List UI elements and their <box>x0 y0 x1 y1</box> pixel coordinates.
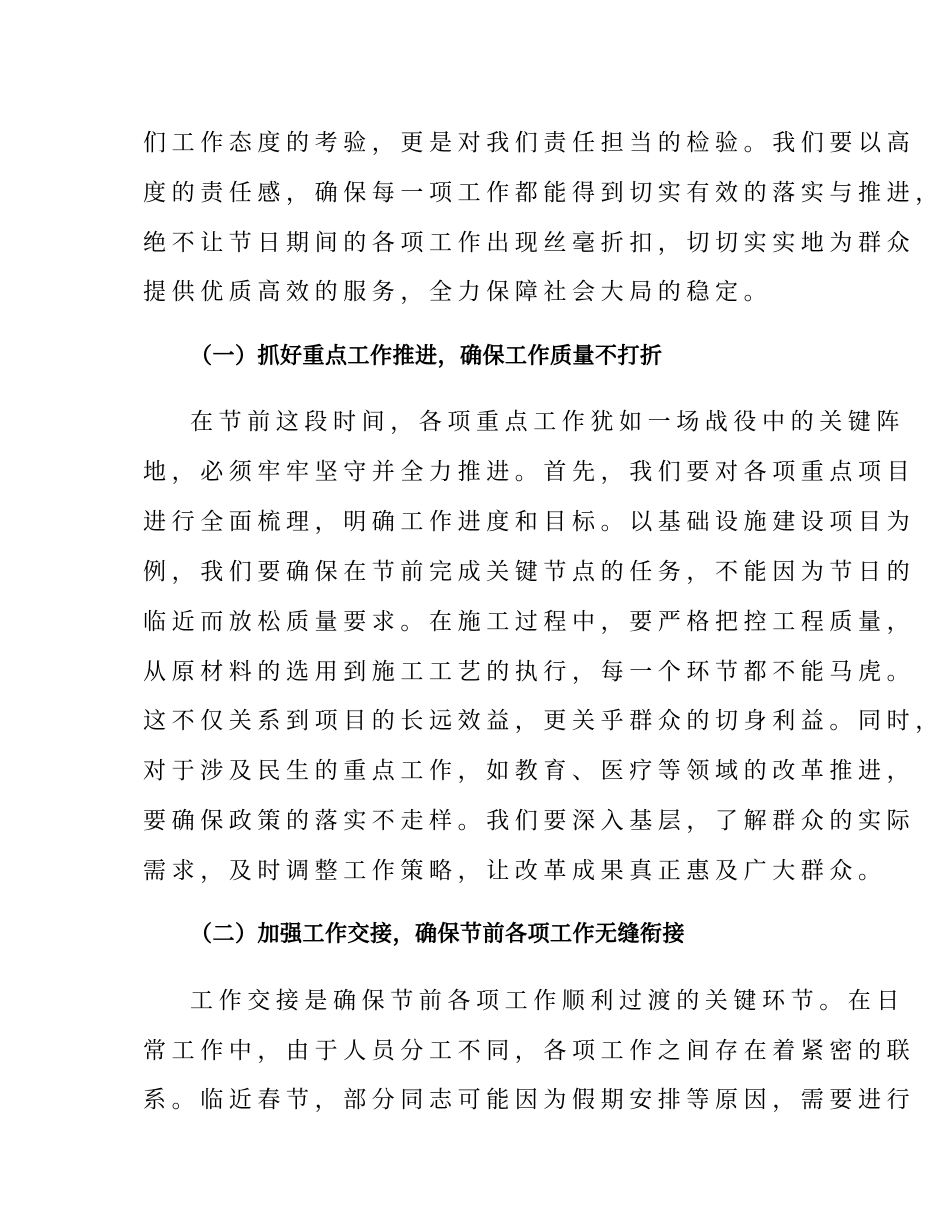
paragraph-line: 例，我们要确保在节前完成关键节点的任务，不能因为节日的 <box>143 559 916 585</box>
paragraph-line: 常工作中，由于人员分工不同，各项工作之间存在着紧密的联 <box>143 1038 916 1064</box>
paragraph-line: 这不仅关系到项目的长远效益，更关乎群众的切身利益。同时， <box>143 708 944 734</box>
paragraph-line: 系。临近春节，部分同志可能因为假期安排等原因，需要进行 <box>143 1087 916 1113</box>
paragraph-line: 工作交接是确保节前各项工作顺利过渡的关键环节。在日 <box>190 988 905 1014</box>
paragraph-line: 进行全面梳理，明确工作进度和目标。以基础设施建设项目为 <box>143 509 916 535</box>
paragraph-line: 们工作态度的考验，更是对我们责任担当的检验。我们要以高 <box>143 130 916 156</box>
paragraph-line: 地，必须牢牢坚守并全力推进。首先，我们要对各项重点项目 <box>143 459 916 485</box>
paragraph-line: 对于涉及民生的重点工作，如教育、医疗等领域的改革推进， <box>143 758 916 784</box>
paragraph-line: 从原材料的选用到施工工艺的执行，每一个环节都不能马虎。 <box>143 659 916 685</box>
paragraph-line: 在节前这段时间，各项重点工作犹如一场战役中的关键阵 <box>190 409 905 435</box>
paragraph-line: 要确保政策的落实不走样。我们要深入基层，了解群众的实际 <box>143 808 916 834</box>
paragraph-line: 绝不让节日期间的各项工作出现丝毫折扣，切切实实地为群众 <box>143 230 916 256</box>
paragraph-line: 临近而放松质量要求。在施工过程中，要严格把控工程质量， <box>143 609 916 635</box>
section-heading-2: （二）加强工作交接，确保节前各项工作无缝衔接 <box>190 922 686 947</box>
section-heading-1: （一）抓好重点工作推进，确保工作质量不打折 <box>190 344 663 369</box>
paragraph-line: 需求，及时调整工作策略，让改革成果真正惠及广大群众。 <box>143 858 887 884</box>
paragraph-line: 提供优质高效的服务，全力保障社会大局的稳定。 <box>143 279 773 305</box>
paragraph-line: 度的责任感，确保每一项工作都能得到切实有效的落实与推进， <box>143 180 944 206</box>
